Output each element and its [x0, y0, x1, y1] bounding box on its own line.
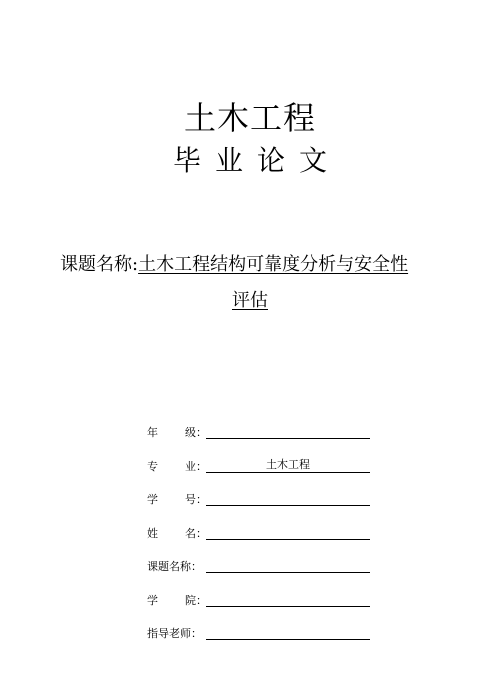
topic-block — [60, 247, 440, 319]
form-row-student-id — [147, 487, 377, 521]
form-row-major — [147, 454, 377, 488]
form-label-grade — [147, 424, 207, 440]
form-label-major-part-2: 业： — [185, 459, 207, 473]
form-label-grade-part-2: 级： — [185, 426, 207, 439]
form-row-name — [147, 521, 377, 555]
form-field-name[interactable] — [206, 525, 370, 540]
form-label-student-id-part-1: 学 — [147, 493, 158, 506]
form-row-college — [147, 588, 377, 622]
form-field-college[interactable] — [206, 592, 370, 607]
cover-title-sub: 毕业论文 — [172, 144, 341, 177]
form-label-student-id — [147, 491, 207, 507]
form-label-grade-part-1: 年 — [147, 426, 158, 439]
form-label-major-part-1: 专 — [147, 459, 158, 473]
form-label-name-part-2: 名： — [185, 526, 207, 540]
form-field-major[interactable]: 土木工程 — [206, 458, 370, 473]
form-label-college-part-1: 学 — [147, 593, 158, 607]
form-label-major — [147, 458, 207, 474]
form-label-name-part-1: 姓 — [147, 526, 158, 540]
info-form — [147, 420, 377, 655]
topic-label: 课题名称: — [60, 254, 139, 275]
topic-title-line-1: 土木工程结构可靠度分析与安全性 — [138, 254, 409, 275]
form-label-topic-text: 课题名称： — [147, 560, 202, 573]
form-field-advisor[interactable] — [206, 625, 370, 640]
form-label-advisor — [147, 625, 205, 641]
form-label-topic — [147, 558, 205, 574]
topic-line-2 — [60, 283, 440, 319]
form-field-grade[interactable] — [206, 424, 370, 439]
form-label-advisor-text: 指导老师： — [147, 627, 202, 640]
form-label-student-id-part-2: 号： — [185, 493, 207, 506]
form-row-advisor — [147, 621, 377, 655]
topic-line-1 — [60, 247, 440, 283]
form-label-college — [147, 592, 207, 608]
form-field-topic[interactable] — [206, 558, 370, 573]
topic-title-line-2: 评估 — [232, 290, 268, 311]
form-field-student-id[interactable] — [206, 491, 370, 506]
form-row-topic — [147, 554, 377, 588]
form-label-college-part-2: 院： — [185, 593, 207, 607]
cover-title-main: 土木工程 — [183, 99, 316, 137]
form-label-name — [147, 525, 207, 541]
form-row-grade — [147, 420, 377, 454]
